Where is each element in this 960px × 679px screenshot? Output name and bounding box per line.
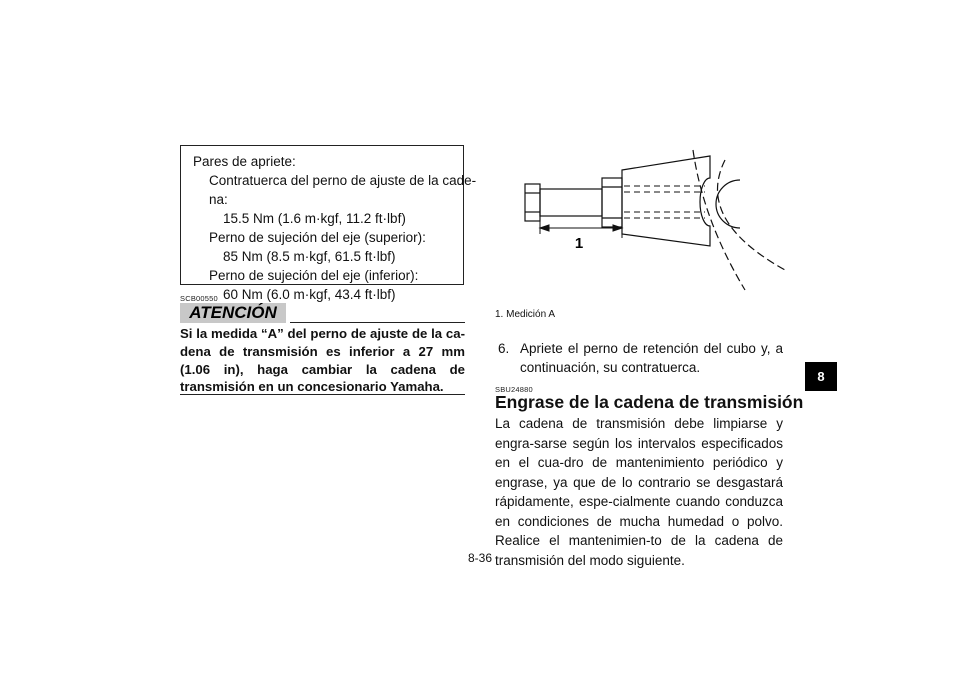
figure-legend: 1. Medición A [495, 309, 556, 320]
torque-item-label: Perno de sujeción del eje (inferior): [209, 268, 419, 283]
measurement-callout: 1 [574, 235, 584, 252]
step-6 [498, 340, 783, 377]
torque-item-value: 60 Nm (6.0 m·kgf, 43.4 ft·lbf) [223, 287, 396, 302]
torque-item-label: na: [209, 192, 228, 207]
torque-item-label: Perno de sujeción del eje (superior): [209, 230, 426, 245]
chapter-tab: 8 [805, 362, 837, 391]
step-text: Apriete el perno de retención del cubo y, a continuación, su contratuerca. [520, 341, 783, 375]
step-number: 6. [498, 341, 510, 356]
page-number: 8-36 [467, 551, 493, 565]
torque-item-value: 85 Nm (8.5 m·kgf, 61.5 ft·lbf) [223, 249, 396, 264]
torque-item-value: 15.5 Nm (1.6 m·kgf, 11.2 ft·lbf) [223, 211, 406, 226]
attention-bottom-rule [180, 394, 465, 395]
torque-heading: Pares de apriete: [193, 154, 296, 169]
attention-top-rule [290, 322, 465, 323]
section-code: SBU24880 [495, 385, 533, 394]
section-title: Engrase de la cadena de transmisión [495, 392, 804, 412]
bolt-measurement-figure [495, 140, 785, 300]
attention-banner: ATENCIÓN [180, 303, 286, 323]
attention-text: Si la medida “A” del perno de ajuste de la ca-dena de transmisión es inferior a 27 mm (1.06 in), haga cambiar la cadena de transmisión en un concesionario Yamaha. [180, 326, 465, 395]
torque-item-label: Contratuerca del perno de ajuste de la cade- [209, 173, 477, 188]
bolt-diagram [495, 140, 785, 300]
attention-code: SCB00550 [180, 294, 218, 303]
section-body: La cadena de transmisión debe limpiarse y engra-sarse según los intervalos especificados en el cua-dro de mantenimiento periódico y engrase, ya que de lo contrario se desgastará rápidamente, espe-cialmente cuando conduzca en condiciones de mucha humedad o polvo. Realice el mantenimien-to de la cadena de transmisión del modo siguiente. [495, 416, 783, 568]
